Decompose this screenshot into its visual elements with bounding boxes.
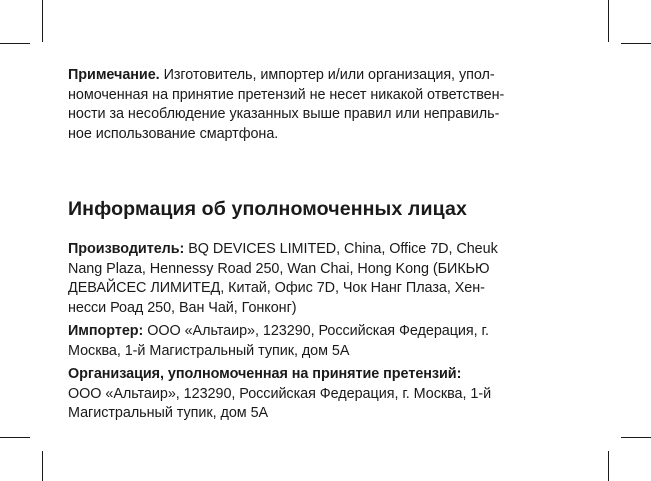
note-paragraph — [68, 66, 578, 144]
crop-mark-bottom-right — [608, 451, 609, 481]
importer-text: ООО «Альтаир», 123290, Российская Федерация, г. Москва, 1-й Магистральный тупик, дом 5А — [68, 323, 489, 359]
claims-org-label: Организация, уполномоченная на принятие претензий: — [68, 366, 462, 382]
crop-mark-top-right — [608, 0, 609, 42]
claims-org-text: ООО «Альтаир», 123290, Российская Федерация, г. Москва, 1-й Магистральный тупик, дом 5А — [68, 385, 492, 421]
crop-mark-right-top — [621, 43, 651, 44]
claims-org-paragraph — [68, 365, 578, 424]
manufacturer-text: BQ DEVICES LIMITED, China, Office 7D, Cheuk Nang Plaza, Hennessy Road 250, Wan Chai, Hong Kong (БИКЬЮ ДЕВАЙСЕС ЛИМИТЕД, Китай, Офис 7D, Чок Нанг Плаза, Хен- несси Роад 250, Ван Чай, Гонконг) — [68, 241, 498, 316]
manufacturer-label: Производитель: — [68, 241, 185, 257]
crop-mark-top-left — [42, 0, 43, 42]
document-body — [68, 66, 578, 428]
crop-mark-bottom-left — [42, 451, 43, 481]
note-text: Изготовитель, импортер и/или организация, упол- номоченная на принятие претензий не несет никакой ответствен- ности за несоблюдение указанных выше правил или неправиль- ное использование смартфона. — [68, 67, 505, 142]
note-label: Примечание. — [68, 67, 160, 83]
importer-label: Импортер: — [68, 323, 144, 339]
crop-mark-left-bottom — [0, 437, 30, 438]
crop-mark-left-top — [0, 43, 30, 44]
importer-paragraph — [68, 322, 578, 361]
crop-mark-right-bottom — [621, 437, 651, 438]
section-title: Информация об уполномоченных лицах — [68, 198, 468, 220]
manufacturer-paragraph — [68, 240, 578, 318]
